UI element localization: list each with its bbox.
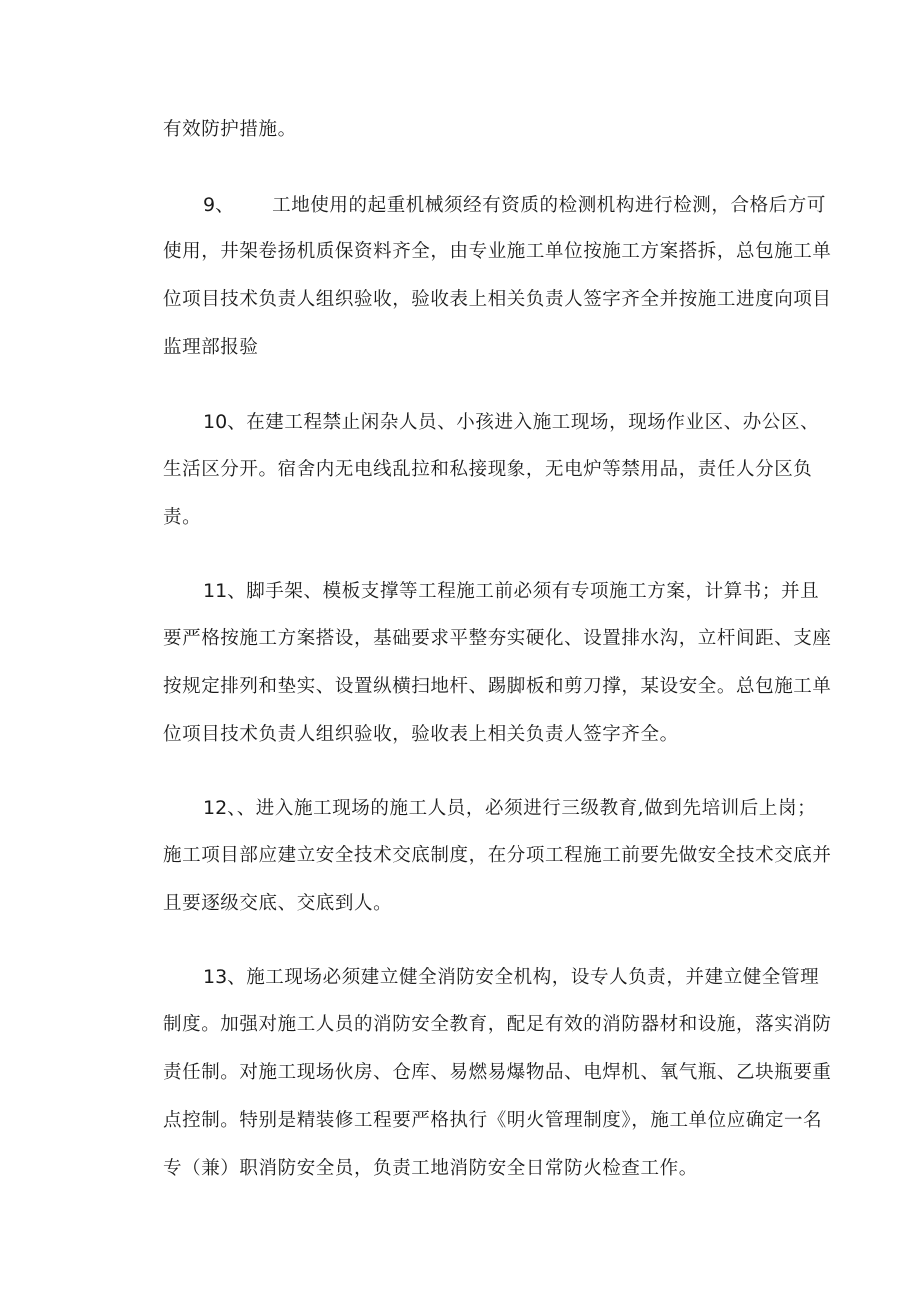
paragraph-13-line: 点控制。特别是精装修工程要严格执行《明火管理制度》，施工单位应确定一名 bbox=[163, 1110, 823, 1131]
paragraph-10-line: 责。 bbox=[163, 507, 202, 528]
paragraph-13-line: 制度。加强对施工人员的消防安全教育，配足有效的消防器材和设施，落实消防 bbox=[163, 1014, 832, 1035]
paragraph-11-line: 要严格按施工方案搭设，基础要求平整夯实硬化、设置排水沟，立杆间距、支座 bbox=[163, 628, 832, 649]
paragraph-12-line: 且要逐级交底、交底到人。 bbox=[163, 893, 393, 914]
paragraph-11-line: 按规定排列和垫实、设置纵横扫地杆、踢脚板和剪刀撑，某设安全。总包施工单 bbox=[163, 676, 832, 697]
paragraph-12-line: 施工项目部应建立安全技术交底制度，在分项工程施工前要先做安全技术交底并 bbox=[163, 845, 832, 866]
paragraph-9-first-line bbox=[203, 192, 826, 219]
paragraph-text: 脚手架、模板支撑等工程施工前必须有专项施工方案，计算书；并且 bbox=[246, 581, 820, 602]
paragraph-11-first-line bbox=[203, 578, 819, 605]
paragraph-9-line: 监理部报验 bbox=[163, 337, 259, 358]
item-number: 11、 bbox=[203, 580, 247, 602]
item-number: 9、 bbox=[203, 194, 235, 216]
paragraph-text: 施工现场必须建立健全消防安全机构，设专人负责，并建立健全管理 bbox=[246, 967, 820, 988]
paragraph-12-first-line bbox=[203, 795, 816, 822]
paragraph-13-first-line bbox=[203, 964, 819, 991]
paragraph-9-line: 位项目技术负责人组织验收，验收表上相关负责人签字齐全并按施工进度向项目 bbox=[163, 289, 832, 310]
item-number: 13、 bbox=[203, 966, 247, 988]
paragraph-13-line: 专（兼）职消防安全员，负责工地消防安全日常防火检查工作。 bbox=[163, 1158, 698, 1179]
paragraph-11-line: 位项目技术负责人组织验收，验收表上相关负责人签字齐全。 bbox=[163, 724, 679, 745]
item-number: 10、 bbox=[203, 411, 247, 433]
item-number: 12、 bbox=[203, 797, 237, 819]
paragraph-10-line: 生活区分开。宿舍内无电线乱拉和私接现象，无电炉等禁用品，责任人分区负 bbox=[163, 459, 813, 480]
paragraph-text: 在建工程禁止闲杂人员、小孩进入施工现场，现场作业区、办公区、 bbox=[246, 412, 820, 433]
paragraph-10-first-line bbox=[203, 409, 819, 436]
paragraph-13-line: 责任制。对施工现场伙房、仓库、易燃易爆物品、电焊机、氧气瓶、乙块瓶要重 bbox=[163, 1062, 832, 1083]
paragraph-8-line: 有效防护措施。 bbox=[163, 119, 297, 140]
paragraph-9-line: 使用，井架卷扬机质保资料齐全，由专业施工单位按施工方案搭拆，总包施工单 bbox=[163, 241, 832, 262]
paragraph-text: 工地使用的起重机械须经有资质的检测机构进行检测，合格后方可 bbox=[272, 195, 826, 216]
paragraph-text: 、进入施工现场的施工人员，必须进行三级教育,做到先培训后上岗； bbox=[236, 798, 817, 819]
